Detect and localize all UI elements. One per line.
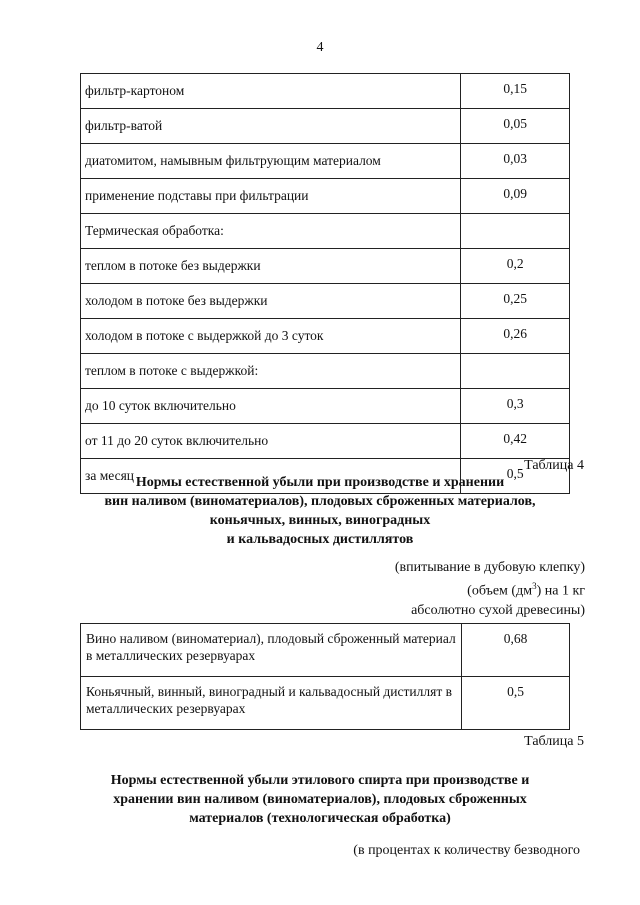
table-row: [81, 389, 570, 424]
row-value: 0,2: [461, 249, 570, 284]
row-name: теплом в потоке с выдержкой:: [81, 354, 461, 389]
table-row: [81, 677, 570, 730]
row-value: 0,42: [461, 424, 570, 459]
row-value: 0,5: [462, 677, 570, 730]
title-line: материалов (технологическая обработка): [189, 811, 451, 826]
table-row: [81, 319, 570, 354]
table-row: [81, 144, 570, 179]
row-value: 0,68: [462, 624, 570, 677]
row-value: 0,3: [461, 389, 570, 424]
title-line: Нормы естественной убыли этилового спирта при производстве и: [110, 773, 530, 788]
row-name: за месяц: [81, 459, 461, 494]
table-row: [81, 624, 570, 677]
title-line: вин наливом (виноматериалов), плодовых сброженных материалов,: [104, 494, 536, 509]
row-name: теплом в потоке без выдержки: [81, 249, 461, 284]
row-value: 0,09: [461, 179, 570, 214]
units-line: (впитывание в дубовую клепку): [394, 560, 585, 575]
wine-losses-table: [80, 623, 570, 730]
title-line: Нормы естественной убыли при производстве и хранении: [135, 475, 505, 490]
row-value: 0,03: [461, 144, 570, 179]
row-name: диатомитом, намывным фильтрующим материалом: [81, 144, 461, 179]
row-value: [461, 214, 570, 249]
row-name: фильтр-картоном: [81, 74, 461, 109]
row-name: до 10 суток включительно: [81, 389, 461, 424]
row-value: 0,05: [461, 109, 570, 144]
table5-units: (в процентах к количеству безводного: [353, 843, 580, 858]
row-value: 0,15: [461, 74, 570, 109]
table-row: [81, 354, 570, 389]
table5-title: [60, 771, 580, 828]
title-line: хранении вин наливом (виноматериалов), плодовых сброженных: [113, 792, 527, 807]
table4-title: [60, 473, 580, 549]
units-line: (объем $(дм^3)$ на 1 кг: [467, 581, 585, 599]
table-row: [81, 214, 570, 249]
row-name: холодом в потоке без выдержки: [81, 284, 461, 319]
row-name: от 11 до 20 суток включительно: [81, 424, 461, 459]
table4-units: [395, 558, 585, 620]
row-value: [461, 354, 570, 389]
table-row: [81, 179, 570, 214]
table4-label: Таблица 4: [524, 458, 584, 473]
units-line: абсолютно сухой древесины): [411, 602, 585, 618]
losses-table-continued: [80, 73, 570, 494]
row-name: холодом в потоке с выдержкой до 3 суток: [81, 319, 461, 354]
table-row: [81, 284, 570, 319]
table-row: [81, 74, 570, 109]
title-line: коньячных, винных, виноградных: [209, 513, 431, 528]
table-row: [81, 249, 570, 284]
row-name: применение подставы при фильтрации: [81, 179, 461, 214]
row-value: 0,25: [461, 284, 570, 319]
title-line: и кальвадосных дистиллятов: [226, 532, 414, 547]
row-name: Термическая обработка:: [81, 214, 461, 249]
table-row: [81, 424, 570, 459]
table-row: [81, 109, 570, 144]
row-name: Вино наливом (виноматериал), плодовый сброженный материал в металлических резервуарах: [81, 624, 462, 677]
page-number: 4: [316, 40, 324, 55]
row-value: 0,5: [461, 459, 570, 494]
row-name: фильтр-ватой: [81, 109, 461, 144]
row-name: Коньячный, винный, виноградный и кальвадосный дистиллят в металлических резервуарах: [81, 677, 462, 730]
table5-label: Таблица 5: [524, 734, 584, 749]
row-value: 0,26: [461, 319, 570, 354]
